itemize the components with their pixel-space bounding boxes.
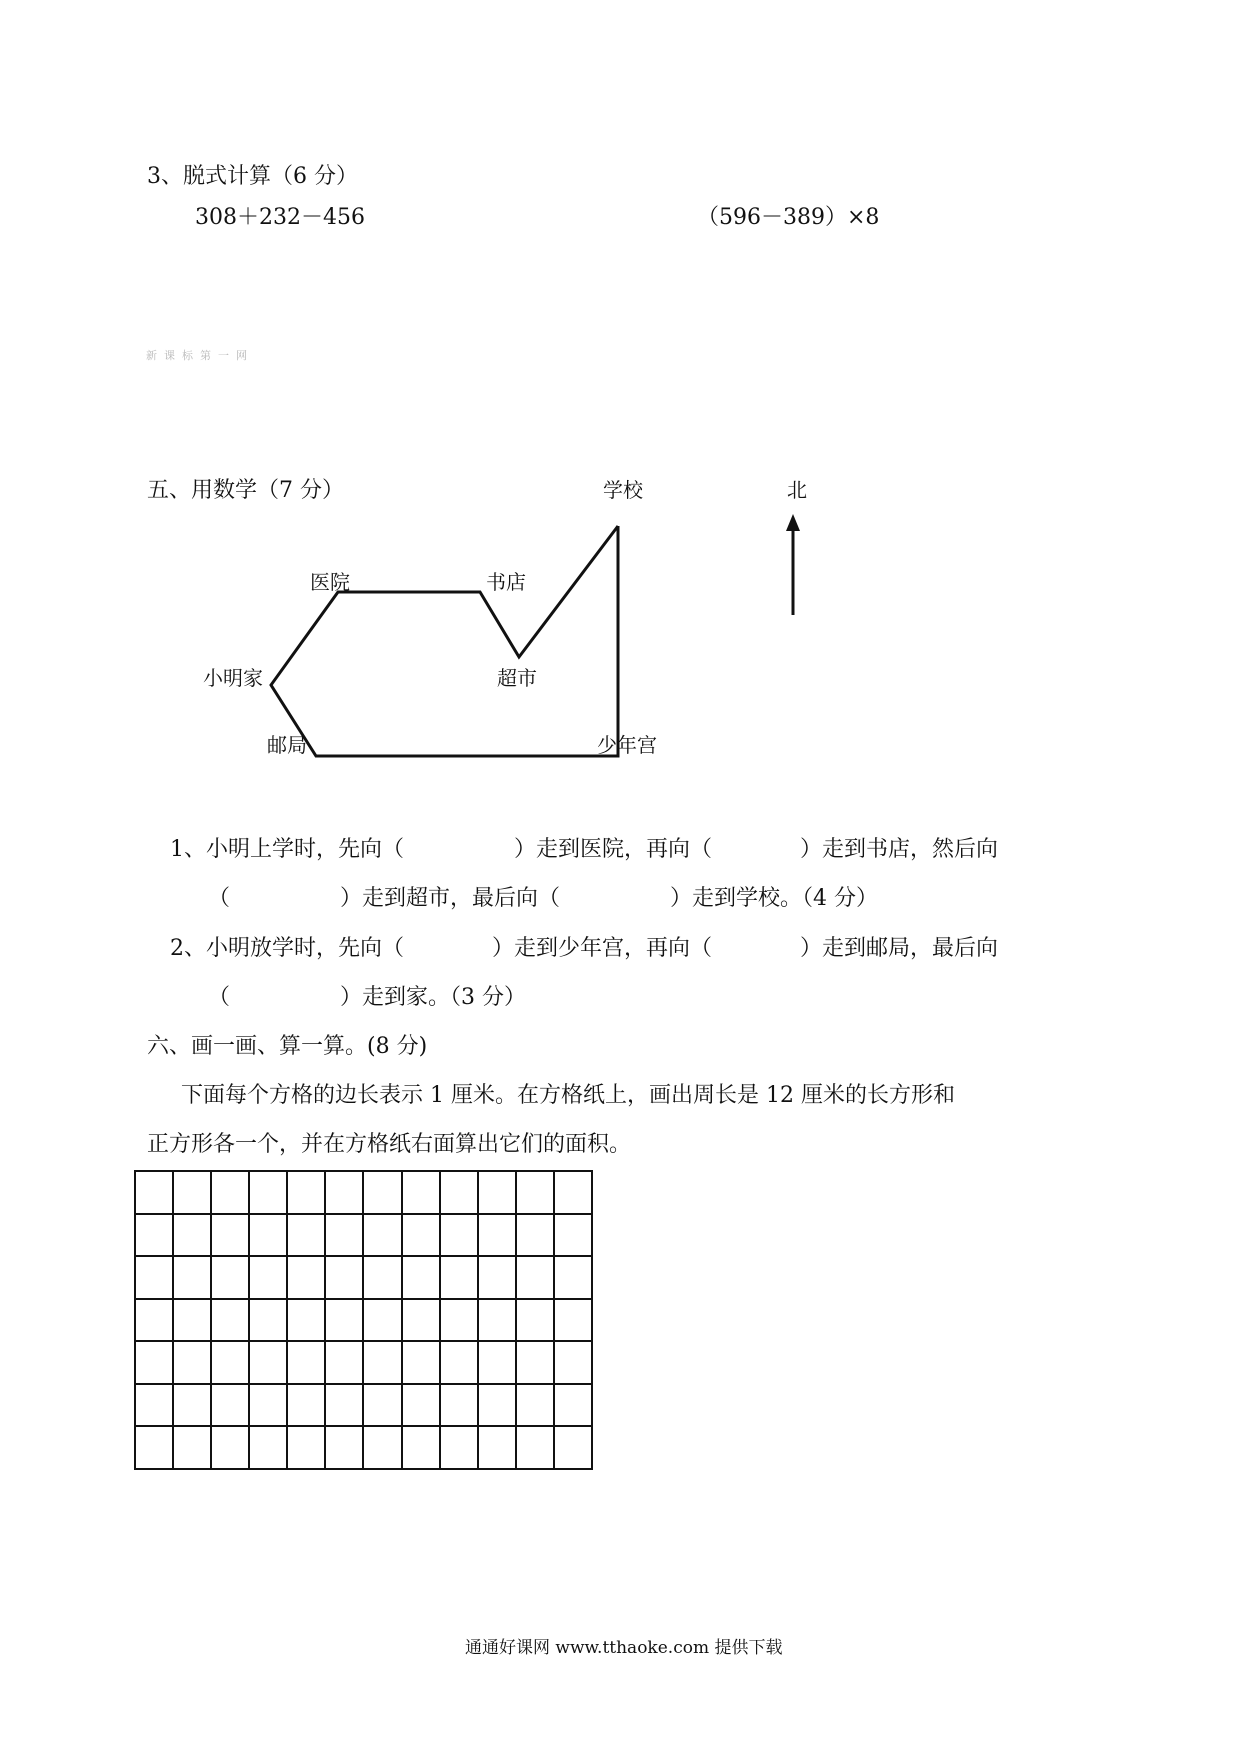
grid-cell[interactable] bbox=[211, 1256, 249, 1299]
grid-cell[interactable] bbox=[516, 1384, 554, 1427]
question-2-line-1: 2、小明放学时，先向（ ）走到少年宫，再向（ ）走到邮局，最后向 bbox=[170, 936, 998, 961]
grid-cell[interactable] bbox=[173, 1341, 211, 1384]
grid-cell[interactable] bbox=[325, 1341, 363, 1384]
label-post-office: 邮局 bbox=[267, 733, 307, 757]
grid-cell[interactable] bbox=[211, 1214, 249, 1257]
grid-cell[interactable] bbox=[440, 1256, 478, 1299]
grid-cell[interactable] bbox=[287, 1384, 325, 1427]
grid-cell[interactable] bbox=[325, 1214, 363, 1257]
grid-cell[interactable] bbox=[211, 1341, 249, 1384]
north-arrow-head bbox=[786, 514, 800, 531]
grid-row bbox=[135, 1256, 592, 1299]
grid-cell[interactable] bbox=[478, 1256, 516, 1299]
grid-cell[interactable] bbox=[249, 1171, 287, 1214]
grid-cell[interactable] bbox=[363, 1214, 401, 1257]
grid-cell[interactable] bbox=[135, 1299, 173, 1342]
grid-cell[interactable] bbox=[554, 1256, 592, 1299]
grid-row bbox=[135, 1214, 592, 1257]
grid-cell[interactable] bbox=[554, 1171, 592, 1214]
grid-cell[interactable] bbox=[402, 1426, 440, 1469]
grid-row bbox=[135, 1426, 592, 1469]
grid-cell[interactable] bbox=[516, 1171, 554, 1214]
grid-cell[interactable] bbox=[135, 1426, 173, 1469]
section5-title: 五、用数学（7 分） bbox=[147, 478, 344, 503]
grid-cell[interactable] bbox=[211, 1384, 249, 1427]
grid-cell[interactable] bbox=[325, 1384, 363, 1427]
grid-cell[interactable] bbox=[211, 1299, 249, 1342]
grid-cell[interactable] bbox=[478, 1426, 516, 1469]
grid-cell[interactable] bbox=[478, 1214, 516, 1257]
square-grid[interactable] bbox=[134, 1170, 593, 1470]
grid-cell[interactable] bbox=[402, 1214, 440, 1257]
grid-cell[interactable] bbox=[402, 1256, 440, 1299]
grid-cell[interactable] bbox=[363, 1384, 401, 1427]
grid-cell[interactable] bbox=[325, 1256, 363, 1299]
footer-text: 通通好课网 www.tthaoke.com 提供下载 bbox=[465, 1638, 783, 1658]
grid-cell[interactable] bbox=[173, 1214, 211, 1257]
grid-cell[interactable] bbox=[135, 1341, 173, 1384]
label-home: 小明家 bbox=[203, 666, 263, 690]
grid-cell[interactable] bbox=[211, 1171, 249, 1214]
grid-cell[interactable] bbox=[249, 1299, 287, 1342]
route-path bbox=[271, 526, 618, 756]
question-1-line-2: （ ）走到超市，最后向（ ）走到学校。（4 分） bbox=[208, 886, 878, 911]
grid-cell[interactable] bbox=[478, 1171, 516, 1214]
grid-cell[interactable] bbox=[249, 1426, 287, 1469]
grid-cell[interactable] bbox=[287, 1426, 325, 1469]
grid-cell[interactable] bbox=[478, 1299, 516, 1342]
grid-cell[interactable] bbox=[249, 1214, 287, 1257]
grid-cell[interactable] bbox=[516, 1426, 554, 1469]
question-2-line-2: （ ）走到家。（3 分） bbox=[208, 985, 526, 1010]
grid-cell[interactable] bbox=[135, 1256, 173, 1299]
section6-title: 六、画一画、算一算。(8 分) bbox=[147, 1034, 428, 1059]
label-supermarket: 超市 bbox=[497, 666, 537, 690]
grid-cell[interactable] bbox=[363, 1299, 401, 1342]
grid-cell[interactable] bbox=[516, 1341, 554, 1384]
grid-cell[interactable] bbox=[402, 1171, 440, 1214]
grid-cell[interactable] bbox=[363, 1171, 401, 1214]
label-hospital: 医院 bbox=[310, 570, 350, 594]
grid-row bbox=[135, 1299, 592, 1342]
grid-cell[interactable] bbox=[402, 1299, 440, 1342]
expression-2: （596－389）×8 bbox=[697, 205, 880, 230]
grid-cell[interactable] bbox=[363, 1426, 401, 1469]
label-north: 北 bbox=[787, 478, 807, 502]
label-school: 学校 bbox=[603, 478, 643, 502]
section6-desc-line-1: 下面每个方格的边长表示 1 厘米。在方格纸上，画出周长是 12 厘米的长方形和 bbox=[181, 1083, 955, 1108]
grid-cell[interactable] bbox=[173, 1426, 211, 1469]
grid-cell[interactable] bbox=[287, 1256, 325, 1299]
grid-cell[interactable] bbox=[173, 1384, 211, 1427]
grid-cell[interactable] bbox=[249, 1341, 287, 1384]
grid-row bbox=[135, 1341, 592, 1384]
grid-row bbox=[135, 1171, 592, 1214]
grid-cell[interactable] bbox=[173, 1299, 211, 1342]
grid-cell[interactable] bbox=[516, 1214, 554, 1257]
grid-cell[interactable] bbox=[478, 1341, 516, 1384]
grid-cell[interactable] bbox=[440, 1299, 478, 1342]
grid-cell[interactable] bbox=[554, 1341, 592, 1384]
grid-cell[interactable] bbox=[287, 1171, 325, 1214]
grid-cell[interactable] bbox=[440, 1171, 478, 1214]
grid-cell[interactable] bbox=[173, 1256, 211, 1299]
grid-cell[interactable] bbox=[554, 1299, 592, 1342]
grid-cell[interactable] bbox=[249, 1256, 287, 1299]
grid-cell[interactable] bbox=[363, 1256, 401, 1299]
expression-1: 308＋232－456 bbox=[195, 205, 365, 230]
grid-cell[interactable] bbox=[325, 1171, 363, 1214]
grid-cell[interactable] bbox=[402, 1341, 440, 1384]
grid-cell[interactable] bbox=[325, 1299, 363, 1342]
grid-cell[interactable] bbox=[325, 1426, 363, 1469]
grid-cell[interactable] bbox=[211, 1426, 249, 1469]
route-map bbox=[0, 0, 1240, 800]
grid-cell[interactable] bbox=[440, 1384, 478, 1427]
grid-cell[interactable] bbox=[135, 1171, 173, 1214]
label-youth-palace: 少年宫 bbox=[597, 733, 657, 757]
section6-desc-line-2: 正方形各一个，并在方格纸右面算出它们的面积。 bbox=[147, 1132, 632, 1157]
grid-cell[interactable] bbox=[135, 1384, 173, 1427]
grid-cell[interactable] bbox=[516, 1256, 554, 1299]
grid-cell[interactable] bbox=[554, 1384, 592, 1427]
grid-cell[interactable] bbox=[440, 1341, 478, 1384]
grid-cell[interactable] bbox=[402, 1384, 440, 1427]
grid-cell[interactable] bbox=[287, 1299, 325, 1342]
grid-cell[interactable] bbox=[287, 1214, 325, 1257]
grid-cell[interactable] bbox=[135, 1214, 173, 1257]
grid-cell[interactable] bbox=[440, 1214, 478, 1257]
grid-cell[interactable] bbox=[554, 1214, 592, 1257]
grid-cell[interactable] bbox=[478, 1384, 516, 1427]
grid-cell[interactable] bbox=[249, 1384, 287, 1427]
section3-title: 3、脱式计算（6 分） bbox=[147, 164, 358, 189]
label-bookstore: 书店 bbox=[486, 570, 526, 594]
grid-cell[interactable] bbox=[287, 1341, 325, 1384]
grid-cell[interactable] bbox=[554, 1426, 592, 1469]
grid-cell[interactable] bbox=[363, 1341, 401, 1384]
grid-cell[interactable] bbox=[440, 1426, 478, 1469]
grid-cell[interactable] bbox=[516, 1299, 554, 1342]
question-1-line-1: 1、小明上学时，先向（ ）走到医院，再向（ ）走到书店，然后向 bbox=[170, 837, 998, 862]
watermark-text: 新课标第一网 bbox=[146, 349, 254, 362]
grid-cell[interactable] bbox=[173, 1171, 211, 1214]
grid-row bbox=[135, 1384, 592, 1427]
